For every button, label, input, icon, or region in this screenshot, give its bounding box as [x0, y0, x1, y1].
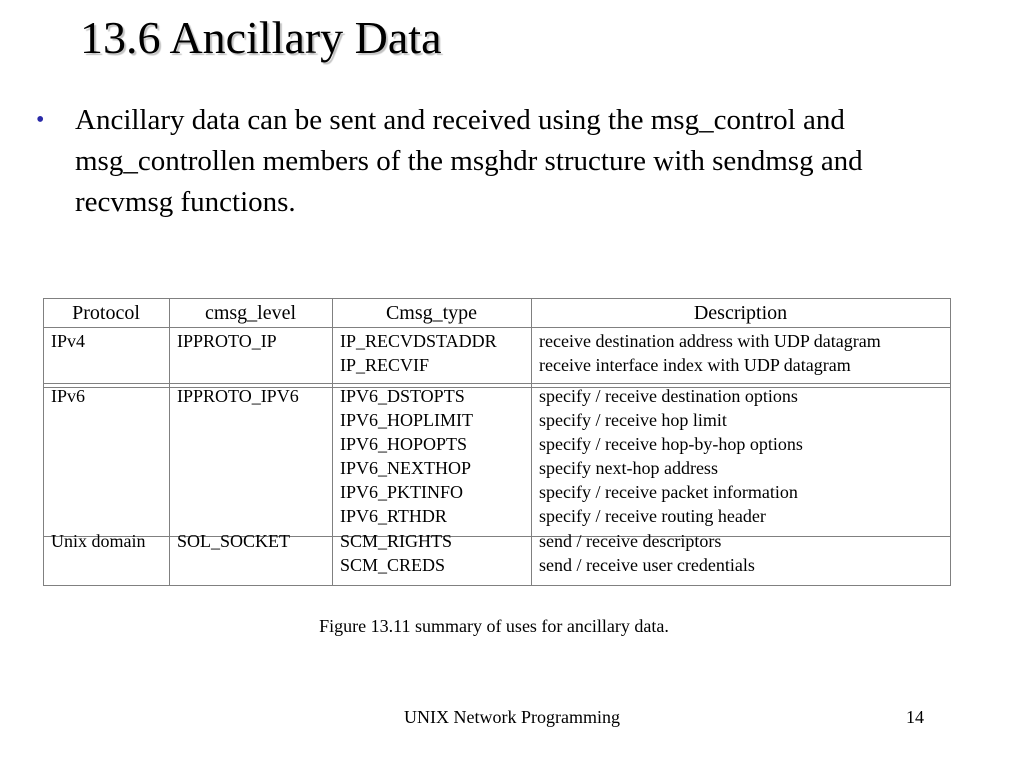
cmsg-level-cell: SOL_SOCKET — [177, 531, 291, 551]
cmsg-type-cell: IPV6_HOPOPTS — [340, 434, 468, 454]
protocol-cell: Unix domain — [51, 531, 146, 551]
slide-title: 13.6 Ancillary Data — [80, 12, 442, 63]
cmsg-type-cell: IPV6_RTHDR — [340, 506, 447, 526]
bullet-point — [36, 100, 956, 223]
column-divider-2 — [332, 298, 333, 586]
cmsg-level-cell: IPPROTO_IPV6 — [177, 386, 299, 406]
description-cell: send / receive user credentials — [539, 555, 755, 575]
cmsg-type-cell: IP_RECVIF — [340, 355, 430, 375]
header-cmsg-level: cmsg_level — [204, 302, 297, 324]
column-divider-3 — [531, 298, 532, 586]
ancillary-data-table — [43, 298, 951, 586]
description-cell: specify / receive packet information — [539, 482, 798, 502]
cmsg-type-cell: IPV6_NEXTHOP — [340, 458, 472, 478]
table-border-bottom — [43, 585, 951, 586]
table-border-right — [950, 298, 951, 586]
description-cell: send / receive descriptors — [539, 531, 722, 551]
header-description: Description — [693, 302, 788, 324]
bullet-icon: • — [36, 107, 45, 133]
figure-caption: Figure 13.11 summary of uses for ancillary data. — [319, 616, 669, 636]
header-divider — [43, 327, 951, 328]
page-number: 14 — [906, 707, 924, 727]
cmsg-level-cell: IPPROTO_IP — [177, 331, 277, 351]
description-cell: receive interface index with UDP datagram — [539, 355, 851, 375]
footer-text: UNIX Network Programming — [404, 707, 620, 727]
cmsg-type-cell: IPV6_PKTINFO — [340, 482, 464, 502]
description-cell: specify / receive hop limit — [539, 410, 727, 430]
cmsg-type-cell: SCM_CREDS — [340, 555, 446, 575]
cmsg-type-cell: SCM_RIGHTS — [340, 531, 453, 551]
column-divider-1 — [169, 298, 170, 586]
protocol-cell: IPv4 — [51, 331, 86, 351]
description-cell: specify / receive destination options — [539, 386, 798, 406]
bullet-text: Ancillary data can be sent and received using the msg_control and msg_controllen members of the msghdr structure with sendmsg and recvmsg functions. — [75, 104, 863, 218]
description-cell: specify next-hop address — [539, 458, 718, 478]
cmsg-type-cell: IPV6_HOPLIMIT — [340, 410, 473, 430]
protocol-cell: IPv6 — [51, 386, 86, 406]
description-cell: specify / receive hop-by-hop options — [539, 434, 803, 454]
cmsg-type-cell: IP_RECVDSTADDR — [340, 331, 497, 351]
header-protocol: Protocol — [72, 302, 140, 324]
header-cmsg-type: Cmsg_type — [385, 302, 478, 324]
description-cell: receive destination address with UDP datagram — [539, 331, 881, 351]
description-cell: specify / receive routing header — [539, 506, 766, 526]
table-border-left — [43, 298, 44, 586]
cmsg-type-cell: IPV6_DSTOPTS — [340, 386, 465, 406]
